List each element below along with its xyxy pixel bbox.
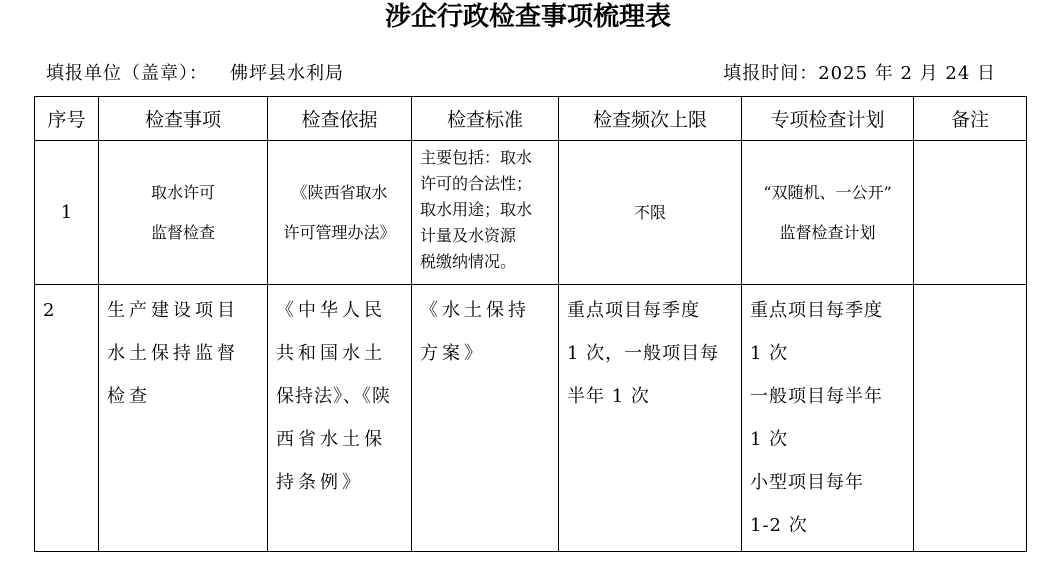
basis-line: 《陕西省取水 <box>291 182 388 202</box>
basis-line: 持条例》 <box>276 472 364 493</box>
remark <box>914 285 1027 552</box>
inspection-standard <box>412 285 559 552</box>
standard-line: 主要包括：取水 <box>420 148 533 167</box>
special-plan <box>742 285 914 552</box>
plan-line: 一般项目每半年 <box>750 386 883 407</box>
table-row <box>35 141 1027 285</box>
item-line: 取水许可 <box>150 182 215 202</box>
header-row <box>35 97 1027 141</box>
frequency-line: 半年 1 次 <box>567 386 650 407</box>
header-frequency: 检查频次上限 <box>559 97 742 141</box>
remark <box>914 141 1027 285</box>
standard-line: 《水土保持 <box>420 300 530 321</box>
item-line: 生产建设项目 <box>107 300 239 321</box>
basis-line: 西省水土保 <box>276 429 386 450</box>
fill-date: 填报时间：2025 年 2 月 24 日 <box>723 63 996 84</box>
filler-label: 填报单位（盖章）： <box>46 63 208 84</box>
basis-line: 共和国水土 <box>276 343 386 364</box>
header-standard: 检查标准 <box>412 97 559 141</box>
frequency-line: 重点项目每季度 <box>567 300 700 321</box>
header-no: 序号 <box>35 97 99 141</box>
inspection-frequency <box>559 141 742 285</box>
item-line: 检查 <box>107 386 151 407</box>
header-plan: 专项检查计划 <box>742 97 914 141</box>
plan-line: 1 次 <box>750 429 789 450</box>
frequency-line: 1 次，一般项目每 <box>567 343 720 364</box>
plan-line: 小型项目每年 <box>750 472 864 493</box>
header-basis: 检查依据 <box>268 97 412 141</box>
filler-info <box>46 60 344 88</box>
filler-unit: 佛坪县水利局 <box>230 63 344 84</box>
item-line: 监督检查 <box>150 222 215 242</box>
basis-line: 许可管理办法》 <box>283 222 396 242</box>
inspection-standard <box>412 141 559 285</box>
inspection-basis <box>268 285 412 552</box>
inspection-basis <box>268 141 412 285</box>
plan-line: 监督检查计划 <box>779 222 876 242</box>
table-row <box>35 285 1027 552</box>
basis-line: 《中华人民 <box>276 300 386 321</box>
row-number: 2 <box>35 285 99 552</box>
item-line: 水土保持监督 <box>107 343 239 364</box>
row-number: 1 <box>35 141 99 285</box>
inspection-table <box>34 96 1027 552</box>
document-title: 涉企行政检查事项梳理表 <box>384 2 671 32</box>
plan-line: 1 次 <box>750 343 789 364</box>
standard-line: 取水用途；取水 <box>420 200 533 219</box>
standard-line: 计量及水资源 <box>420 226 517 245</box>
plan-line: 1-2 次 <box>750 515 808 536</box>
plan-line: “双随机、一公开” <box>763 182 892 202</box>
standard-line: 许可的合法性； <box>420 174 533 193</box>
inspection-frequency <box>559 285 742 552</box>
header-remark: 备注 <box>914 97 1027 141</box>
frequency-line: 不限 <box>633 202 666 222</box>
standard-line: 税缴纳情况。 <box>420 252 517 271</box>
plan-line: 重点项目每季度 <box>750 300 883 321</box>
standard-line: 方案》 <box>420 343 486 364</box>
header-item: 检查事项 <box>99 97 268 141</box>
inspection-item <box>99 141 268 285</box>
inspection-item <box>99 285 268 552</box>
basis-line: 保持法》、《陕 <box>276 386 391 407</box>
special-plan <box>742 141 914 285</box>
